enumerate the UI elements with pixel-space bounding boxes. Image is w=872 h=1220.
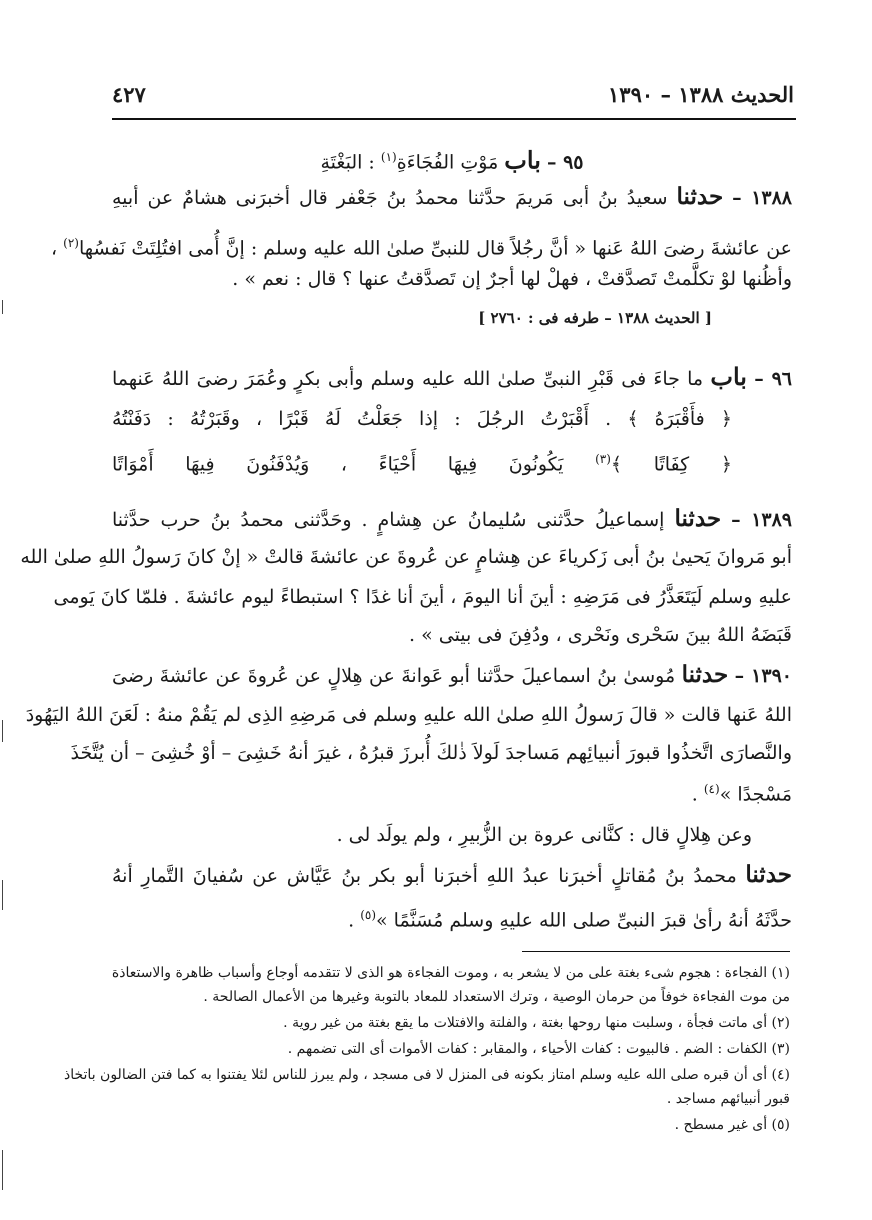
footnote-ref: (١) bbox=[380, 150, 397, 164]
haddathana-keyword: حدثنا bbox=[674, 505, 722, 532]
scan-edge-mark bbox=[2, 720, 3, 742]
haddathana-keyword: حدثنا bbox=[681, 661, 729, 688]
footnote-rule bbox=[522, 951, 790, 952]
chapter-text: ﴿ كِفَاتًا ﴾ bbox=[610, 453, 732, 476]
hadith-1389-line bbox=[112, 504, 792, 536]
footnote-4-cont: قبور أنبيائهم مساجد . bbox=[666, 1091, 790, 1107]
haddathana-keyword: حدثنا bbox=[676, 183, 724, 210]
hadith-text: عن عائشةَ رضىَ اللهُ عَنها « أنَّ رجُلاً قال للنبىِّ صلىٰ الله عليه وسلم : إنَّ أُمى افتُلِتَتْ نَفسُها bbox=[78, 237, 792, 260]
hadith-number: ١٣٩٠ – bbox=[734, 665, 792, 687]
footnote-ref: (٥) bbox=[360, 908, 377, 922]
page-number: ٤٢٧ bbox=[112, 82, 146, 107]
hadith-text: مَسْجدًا » bbox=[719, 783, 792, 806]
hadith-text: والنَّصارَى اتَّخذُوا قبورَ أنبيائِهم مَساجدَ لَولاَ ذٰلكَ أُبرزَ قبرُهُ ، غيرَ أنهُ خَشِىَ – أوْ خُشِىَ – أن يُتَّخَذَ bbox=[70, 742, 792, 764]
hadith-1388-line bbox=[112, 264, 792, 296]
scan-edge-mark bbox=[2, 300, 3, 314]
hadith-1390-line bbox=[112, 774, 792, 806]
chapter-96-line bbox=[112, 404, 792, 436]
hadith-text: ، bbox=[50, 237, 58, 260]
hadith-1390-line bbox=[112, 660, 792, 692]
hadith-text: قَبَضَهُ اللهُ بينَ سَحْرى ونَحْرى ، ودُفِنَ فى بيتى » . bbox=[408, 624, 792, 646]
hadith-1389-line bbox=[112, 620, 792, 652]
hadith-text: . bbox=[348, 909, 355, 932]
hadith-1388-line bbox=[50, 228, 792, 260]
footnote-ref: (٢) bbox=[63, 236, 79, 250]
footnote-1-cont: من موت الفجاءة خوفاً من حرمان الوصية ، وترك الاستعداد للمعاد بالتوبة وغيرها من الأعمال الصالحة . bbox=[203, 989, 790, 1005]
hadith-text: محمدُ بنُ مُقاتلٍ أخبرَنا عبدُ اللهِ أخبرَنا أبو بكر بنُ عَيَّاش عن سُفيانَ التَّمارِ أنهُ bbox=[112, 865, 737, 887]
hadith-1389-line bbox=[20, 542, 792, 574]
hadith-text: . bbox=[691, 783, 698, 806]
haddathana-keyword: حدثنا bbox=[745, 861, 792, 888]
chapter-number: ٩٦ – bbox=[754, 368, 793, 390]
footnote-1: (١) الفجاءة : هجوم شىء بغتة على من لا يشعر به ، وموت الفجاءة هو الذى لا تتقدمه أوجاع وأسباب ظاهرة والاستعاذة bbox=[111, 965, 790, 981]
hadith-text: مُوسىٰ بنُ اسماعيلَ حدَّثنا أبو عَوانةَ عن هِلالٍ عن عُروةَ عن عائشةَ رضىَ bbox=[112, 665, 676, 687]
hadith-final-line bbox=[112, 860, 792, 892]
hadith-text: عليهِ وسلم لَيَتَعَذَّرُ فى مَرَضِهِ : أينَ أنا اليومَ ، أينَ أنا غدًا ؟ استبطاءً ليوم عائشةَ . فلمّا كانَ يَومى bbox=[53, 586, 792, 608]
chapter-heading-95 bbox=[112, 142, 792, 174]
header-rule bbox=[112, 118, 796, 120]
hadith-text: حدَّثَهُ أنهُ رأىٰ قبرَ النبىِّ صلى الله عليهِ وسلم مُسَنَّمًا » bbox=[376, 909, 792, 932]
chapter-title: مَوْتِ الفُجَاءَةِ bbox=[396, 151, 499, 174]
chapter-label: باب bbox=[710, 362, 747, 391]
hadith-text: وأظُنها لوْ تكلَّمتْ تَصدَّقتْ ، فهلْ لها أجرٌ إن تَصدَّقتُ عنها ؟ قال : نعم » . bbox=[232, 268, 792, 290]
hadith-text: سعيدُ بنُ أبى مَريمَ حدَّثنا محمدُ بنُ جَعْفر قال أخبرَنى هشامٌ عن أبيهِ bbox=[112, 187, 668, 209]
chapter-text: ﴿ فأَقْبَرَهُ ﴾ . أَقْبَرْتُ الرجُلَ : إذا جَعَلْتُ لَهُ قَبْرًا ، وقَبَرْتُهُ : دَفَنْتُهُ bbox=[112, 408, 732, 430]
hadith-1390-line bbox=[112, 820, 792, 852]
tarf-note: [ الحديث ١٣٨٨ – طرفه فى : ٢٧٦٠ ] bbox=[478, 309, 712, 327]
scan-edge-mark bbox=[2, 880, 3, 910]
cross-reference bbox=[112, 302, 792, 334]
chapter-title: ما جاءَ فى قَبْرِ النبىِّ صلىٰ الله عليه وسلم وأبى بكرٍ وعُمَرَ رضىَ اللهُ عَنهما bbox=[112, 368, 704, 390]
hadith-1388-line bbox=[112, 182, 792, 214]
footnote-5: (٥) أى غير مسطح . bbox=[674, 1117, 790, 1133]
chapter-label: باب bbox=[504, 145, 541, 175]
footnote-4: (٤) أى أن قبره صلى الله عليه وسلم امتاز بكونه فى المنزل لا فى مسجد ، ولم يبرز للناس لئلا يفتنوا به كما فتن الضالون باتخاذ bbox=[64, 1067, 790, 1083]
hadith-text: وعن هِلالٍ قال : كنَّانى عروة بن الزُّبيرِ ، ولم يولَد لى . bbox=[336, 824, 752, 846]
hadith-number: ١٣٨٩ – bbox=[731, 509, 793, 531]
hadith-text: اللهُ عَنها قالت « قالَ رَسولُ اللهِ صلىٰ الله عليهِ وسلم فى مَرضِهِ الذِى لم يَقُمْ منهُ : لَعَنَ اللهُ اليَهُودَ bbox=[25, 704, 792, 726]
hadith-number: ١٣٨٨ – bbox=[732, 187, 793, 209]
chapter-96-line bbox=[112, 444, 792, 476]
scan-edge-mark bbox=[2, 1150, 3, 1190]
header-title: الحديث ١٣٨٨ – ١٣٩٠ bbox=[608, 82, 794, 107]
hadith-final-line bbox=[112, 900, 792, 932]
footnote-ref: (٤) bbox=[703, 782, 720, 796]
hadith-1389-line bbox=[53, 582, 792, 614]
chapter-text: يَكُونُونَ فِيهَا أَحْيَاءً ، وَيُدْفَنُونَ فِيهَا أَمْوَاتًا bbox=[112, 453, 564, 476]
chapter-heading-96 bbox=[112, 362, 792, 394]
chapter-title-tail: : البَغْتَةِ bbox=[320, 151, 375, 174]
chapter-number: ٩٥ – bbox=[546, 151, 584, 174]
hadith-1390-line bbox=[70, 738, 792, 770]
footnote-ref: (٣) bbox=[595, 452, 611, 466]
hadith-text: إسماعيلُ حدَّثنى سُليمانُ عن هِشامٍ . وحَدَّثنى محمدُ بنُ حرب حدَّثنا bbox=[112, 509, 665, 531]
hadith-1390-line bbox=[25, 700, 792, 732]
running-header bbox=[112, 82, 794, 116]
footnote-3: (٣) الكفات : الضم . فالبيوت : كفات الأحياء ، والمقابر : كفات الأموات أى التى تضمهم . bbox=[287, 1041, 790, 1057]
footnote-2: (٢) أى ماتت فجأة ، وسلبت منها روحها بغتة ، والفلتة والافتلات ما يقع بغتة من غير روية . bbox=[283, 1015, 790, 1031]
hadith-text: أبو مَروانَ يَحيىٰ بنُ أبى زَكرياءَ عن هِشامٍ عن عُروةَ عن عائشةَ قالتْ « إنْ كانَ رَسولُ اللهِ صلىٰ الله bbox=[20, 546, 792, 568]
